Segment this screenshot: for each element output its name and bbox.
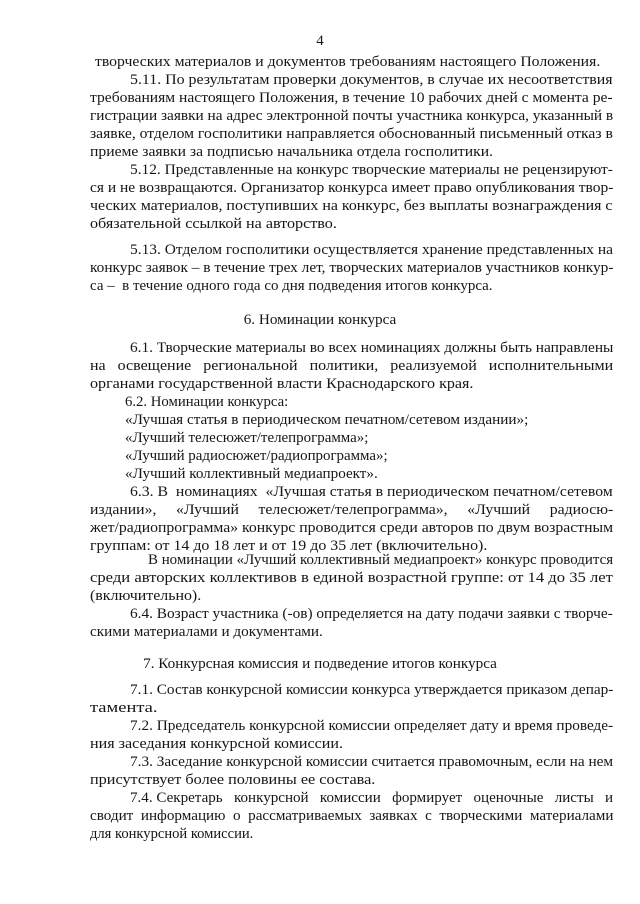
- paragraph-line: (включительно).: [90, 587, 202, 604]
- list-item: «Лучший радиосюжет/радиопрограмма»;: [125, 447, 388, 464]
- list-item: «Лучший телесюжет/телепрограмма»;: [125, 429, 369, 446]
- paragraph-line: среди авторских коллективов в единой возрастной группе: от 14 до 35 лет: [90, 569, 613, 586]
- paragraph-line: издании», «Лучший телесюжет/телепрограмма», «Лучший радиосю-: [90, 501, 614, 518]
- paragraph-line: тамента.: [90, 699, 158, 716]
- page-number: 4: [316, 33, 324, 49]
- list-item: «Лучшая статья в периодическом печатном/сетевом издании»;: [125, 411, 529, 428]
- paragraph-line: 7.2. Председатель конкурсной комиссии определяет дату и время проведе-: [130, 717, 614, 734]
- paragraph-line: 7.1. Состав конкурсной комиссии конкурса утверждается приказом депар-: [130, 681, 614, 698]
- paragraph-line: для конкурсной комиссии.: [90, 825, 254, 842]
- paragraph-line: творческих материалов и документов требованиям настоящего Положения.: [95, 53, 601, 70]
- paragraph-line: жет/радиопрограмма» конкурс проводится среди авторов по двум возрастным: [90, 519, 614, 536]
- paragraph-line: скими материалами и документами.: [90, 623, 323, 640]
- paragraph-line: 6.2. Номинации конкурса:: [125, 393, 289, 410]
- paragraph-line: на освещение региональной политики, реализуемой исполнительными: [90, 357, 614, 374]
- paragraph-line: заявке, отделом госполитики направляется обоснованный письменный отказ в: [90, 125, 613, 142]
- paragraph-line: 7.4. Секретарь конкурсной комиссии формирует оценочные листы и: [130, 789, 614, 806]
- paragraph-line: ческих материалов, поступивших на конкурс, без выплаты вознаграждения с: [90, 197, 613, 214]
- list-item: «Лучший коллективный медиапроект».: [125, 465, 378, 482]
- paragraph-line: присутствует более половины ее состава.: [90, 771, 376, 788]
- paragraph-line: обязательной ссылкой на авторство.: [90, 215, 337, 232]
- paragraph-line: требованиям настоящего Положения, в течение 10 рабочих дней с момента ре-: [90, 89, 613, 106]
- paragraph-line: приеме заявки за подписью начальника отдела госполитики.: [90, 143, 494, 160]
- paragraph-line: 5.12. Представленные на конкурс творческие материалы не рецензируют-: [130, 161, 613, 178]
- paragraph-line: В номинации «Лучший коллективный медиапроект» конкурс проводится: [148, 551, 614, 568]
- section-heading: 6. Номинации конкурса: [243, 311, 397, 328]
- paragraph-line: сводит информацию о рассматриваемых заявках с творческими материалами: [90, 807, 614, 824]
- paragraph-line: са – в течение одного года со дня подведения итогов конкурса.: [90, 277, 493, 294]
- paragraph-line: ся и не возвращаются. Организатор конкурса имеет право опубликования твор-: [90, 179, 614, 196]
- paragraph-line: 6.3. В номинациях «Лучшая статья в периодическом печатном/сетевом: [130, 483, 613, 500]
- section-heading: 7. Конкурсная комиссия и подведение итогов конкурса: [143, 655, 497, 672]
- paragraph-line: ния заседания конкурсной комиссии.: [90, 735, 344, 752]
- paragraph-line: группам: от 14 до 18 лет и от 19 до 35 лет (включительно).: [90, 537, 488, 554]
- paragraph-line: органами государственной власти Краснодарского края.: [90, 375, 474, 392]
- paragraph-line: конкурс заявок – в течение трех лет, творческих материалов участников конкур-: [90, 259, 614, 276]
- paragraph-line: 6.1. Творческие материалы во всех номинациях должны быть направлены: [130, 339, 614, 356]
- paragraph-line: 5.13. Отделом госполитики осуществляется хранение представленных на: [130, 241, 614, 258]
- paragraph-line: 5.11. По результатам проверки документов, в случае их несоответствия: [130, 71, 613, 88]
- paragraph-line: 7.3. Заседание конкурсной комиссии считается правомочным, если на нем: [130, 753, 614, 770]
- paragraph-line: 6.4. Возраст участника (-ов) определяется на дату подачи заявки с творче-: [130, 605, 613, 622]
- paragraph-line: гистрации заявки на адрес электронной почты участника конкурса, указанный в: [90, 107, 614, 124]
